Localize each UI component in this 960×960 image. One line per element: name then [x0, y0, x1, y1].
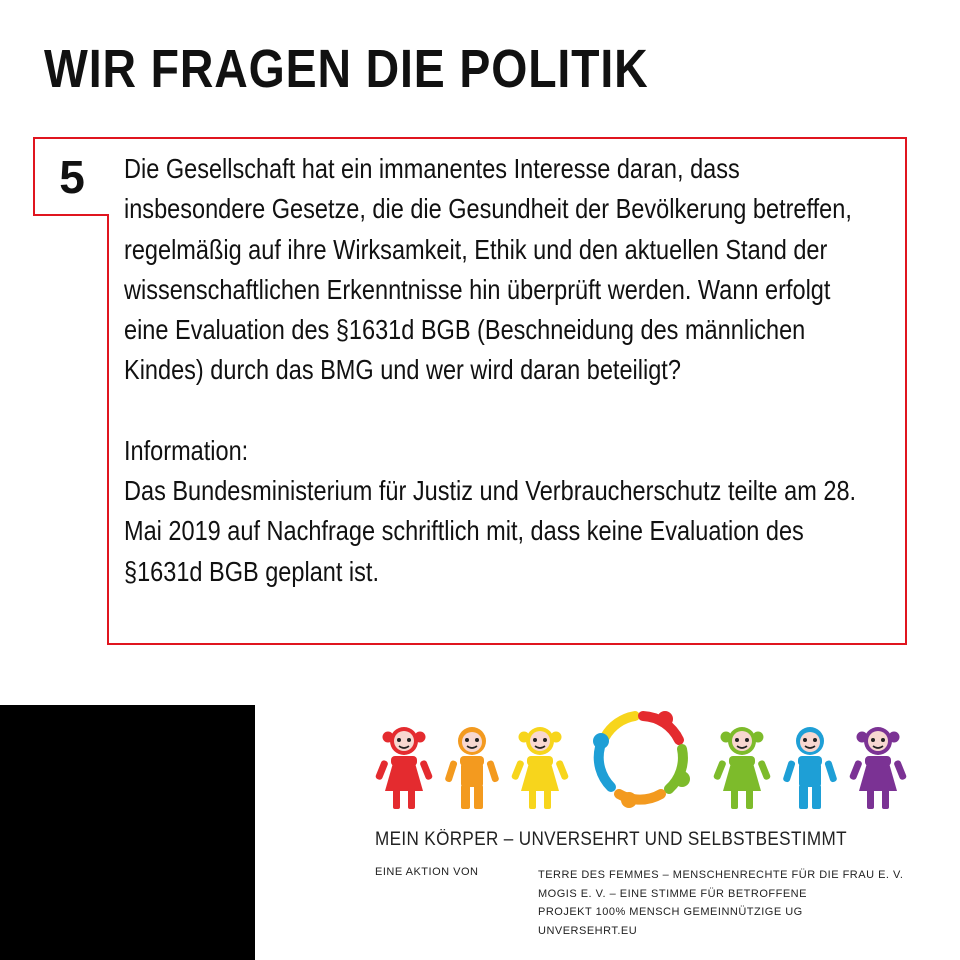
girl-purple-icon	[849, 727, 907, 809]
boy-orange-icon	[444, 727, 499, 809]
info-label: Information:	[124, 434, 249, 466]
credit-item: TERRE DES FEMMES – MENSCHENRECHTE FÜR DIE FRAU E. V.	[538, 869, 904, 881]
girl-yellow-icon	[511, 727, 569, 809]
children-circle-logo-icon	[370, 705, 915, 815]
paragraph-gap	[124, 391, 863, 431]
question-text-block	[124, 149, 863, 592]
question-text: Die Gesellschaft hat ein immanentes Interesse daran, dass insbesondere Gesetze, die die Gesundheit der Bevölkerung betreffen, regelmäßig auf ihre Wirksamkeit, Ethik und den aktuellen Stand der wissenschaftlichen Erkenntnisse hin überprüft werden. Wann erfolgt eine Evaluation des §1631d BGB (Beschneidung des männlichen Kindes) durch das BMG und wer wird daran beteiligt?	[124, 153, 852, 386]
question-number: 5	[33, 137, 109, 216]
girl-red-icon	[375, 727, 433, 809]
info-text: Das Bundesministerium für Justiz und Verbraucherschutz teilte am 28. Mai 2019 auf Nachfrage schriftlich mit, dass keine Evaluation des §1631d BGB geplant ist.	[124, 475, 857, 587]
girl-green-icon	[713, 727, 771, 809]
boy-blue-icon	[782, 727, 837, 809]
page-title: WIR FRAGEN DIE POLITIK	[44, 39, 649, 99]
credit-list	[538, 866, 903, 940]
credit-item: PROJEKT 100% MENSCH GEMEINNÜTZIGE UG	[538, 906, 803, 918]
black-square	[0, 705, 255, 960]
credit-item: UNVERSEHRT.EU	[538, 924, 638, 937]
credit-label: EINE AKTION VON	[375, 866, 479, 878]
credit-item: MOGIS E. V. – EINE STIMME FÜR BETROFFENE	[538, 887, 807, 900]
circle-of-hands-icon	[593, 711, 690, 808]
campaign-slogan: MEIN KÖRPER – UNVERSEHRT UND SELBSTBESTIMMT	[375, 829, 847, 850]
